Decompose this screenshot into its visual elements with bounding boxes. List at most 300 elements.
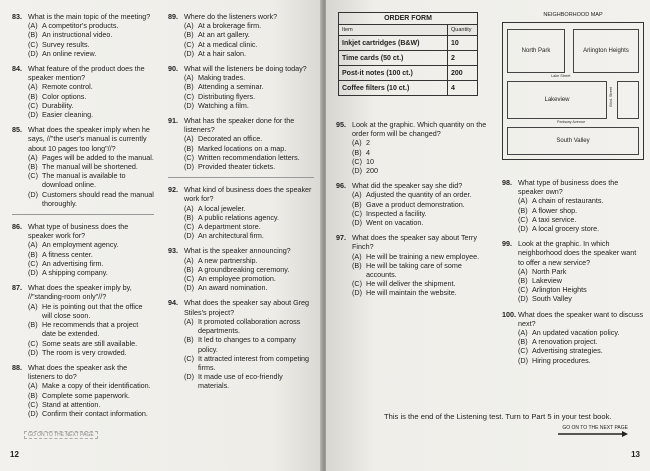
option-letter: (B) (518, 337, 528, 347)
option-letter: (A) (518, 196, 528, 206)
question-90 (168, 64, 314, 110)
option-letter: (B) (28, 320, 38, 330)
option-text: An employee promotion. (198, 274, 276, 284)
question-stem (502, 310, 644, 328)
question-text: What did the speaker say she did? (352, 181, 463, 191)
answer-option (12, 391, 154, 400)
answer-option (168, 231, 314, 240)
neighborhood-map (502, 22, 644, 160)
question-text: What kind of business does the speaker work for? (184, 185, 312, 204)
question-number: 91. (168, 116, 178, 126)
question-91 (168, 116, 314, 171)
option-text: Marked locations on a map. (198, 143, 287, 153)
question-number: 95. (336, 120, 346, 129)
question-89 (168, 12, 314, 58)
answer-option (12, 171, 154, 189)
option-text: Pages will be added to the manual. (42, 152, 154, 162)
option-text: Lakeview (532, 276, 562, 286)
question-number: 90. (168, 64, 178, 74)
option-text: Inspected a facility. (366, 208, 427, 218)
order-quantity: 2 (448, 51, 478, 66)
option-letter: (D) (184, 231, 194, 241)
map-parkway-avenue: Parkway Avenue (557, 120, 586, 124)
question-number: 97. (336, 233, 346, 243)
question-stem (168, 246, 314, 255)
question-text: Look at the graphic. Which quantity on the order form will be changed? (352, 120, 487, 139)
answer-option (168, 21, 314, 30)
option-letter: (C) (28, 258, 38, 268)
option-text: At a medical clinic. (198, 39, 258, 49)
map-north-park: North Park (507, 29, 565, 73)
option-letter: (B) (28, 91, 38, 101)
question-stem (168, 298, 314, 316)
option-letter: (A) (28, 152, 38, 162)
option-text: Complete some paperwork. (42, 390, 130, 400)
option-letter: (B) (184, 82, 194, 92)
answer-option (502, 276, 644, 285)
option-letter: (C) (184, 39, 194, 49)
right-column-2 (502, 178, 644, 371)
option-text: An online review. (42, 48, 97, 58)
option-text: An employment agency. (42, 240, 119, 250)
option-letter: (B) (28, 30, 38, 40)
question-number: 94. (168, 298, 178, 308)
option-letter: (D) (352, 166, 362, 176)
option-text: A fitness center. (42, 249, 93, 259)
answer-option (12, 101, 154, 110)
answer-option (168, 283, 314, 292)
order-quantity: 200 (448, 66, 478, 81)
answer-option (168, 256, 314, 265)
option-letter: (C) (518, 214, 528, 224)
option-text: Decorated an office. (198, 134, 263, 144)
question-stem (336, 233, 494, 251)
question-text: What does the speaker imply by, //"standing-room only"//? (28, 283, 132, 302)
question-95 (336, 120, 494, 175)
question-stem (168, 64, 314, 73)
go-on-note-right: GO ON TO THE NEXT PAGE (562, 425, 628, 431)
order-form-header-item: Item (339, 25, 448, 36)
option-letter: (C) (184, 152, 194, 162)
answer-option (12, 339, 154, 348)
order-form-row (339, 81, 478, 96)
question-99 (502, 239, 644, 303)
option-letter: (A) (28, 240, 38, 250)
option-letter: (D) (28, 268, 38, 278)
map-arlington-heights: Arlington Heights (573, 29, 639, 73)
option-text: Arlington Heights (532, 285, 587, 295)
option-text: He will deliver the shipment. (366, 279, 456, 289)
answer-option (502, 294, 644, 303)
option-letter: (D) (352, 218, 362, 228)
option-letter: (A) (352, 138, 362, 148)
option-letter: (B) (352, 199, 362, 209)
option-text: A chain of restaurants. (532, 196, 604, 206)
option-letter: (D) (184, 100, 194, 110)
map-blvd-street: Blvd. Street (609, 87, 613, 107)
answer-option (12, 82, 154, 91)
order-quantity: 10 (448, 36, 478, 51)
order-form-row (339, 51, 478, 66)
option-letter: (C) (184, 353, 194, 363)
option-text: At a hair salon. (198, 48, 246, 58)
order-item: Post-it notes (100 ct.) (339, 66, 448, 81)
option-letter: (A) (518, 328, 528, 338)
option-letter: (B) (184, 143, 194, 153)
option-letter: (C) (518, 285, 528, 295)
option-text: A groundbreaking ceremony. (198, 264, 290, 274)
question-text: What does the speaker want to discuss next? (518, 309, 644, 328)
option-letter: (A) (184, 316, 194, 326)
answer-option (168, 49, 314, 58)
question-text: What does the speaker ask the listeners to do? (28, 362, 128, 382)
map-small-block (617, 81, 639, 119)
option-text: Making trades. (198, 73, 246, 83)
option-text: 200 (366, 166, 378, 176)
option-text: He will be training a new employee. (366, 251, 480, 261)
question-text: Where do the listeners work? (184, 12, 278, 21)
question-stem (12, 363, 154, 381)
question-85 (12, 125, 154, 208)
option-text: Survey results. (42, 39, 90, 49)
question-97 (336, 233, 494, 297)
option-text: The manual will be shortened. (42, 162, 138, 172)
order-form-header-row (339, 25, 478, 36)
option-letter: (A) (352, 251, 362, 261)
answer-option (336, 166, 494, 175)
answer-option (502, 285, 644, 294)
answer-option (336, 190, 494, 199)
answer-option (336, 138, 494, 147)
question-stem (12, 283, 154, 301)
option-letter: (D) (28, 189, 38, 199)
answer-option (502, 215, 644, 224)
option-text: It promoted collaboration across departments. (198, 316, 301, 336)
question-100 (502, 310, 644, 365)
question-number: 100. (502, 309, 516, 319)
question-stem (502, 178, 644, 196)
option-letter: (A) (28, 21, 38, 31)
answer-option (502, 267, 644, 276)
option-letter: (C) (28, 39, 38, 49)
question-stem (12, 64, 154, 82)
option-letter: (C) (28, 399, 38, 409)
answer-option (336, 279, 494, 288)
option-letter: (B) (184, 30, 194, 40)
answer-option (336, 252, 494, 261)
question-stem (12, 125, 154, 153)
option-letter: (D) (184, 162, 194, 172)
map-south-valley: South Valley (507, 127, 639, 155)
option-letter: (D) (184, 48, 194, 58)
order-form-row (339, 36, 478, 51)
option-letter: (D) (184, 283, 194, 293)
question-number: 93. (168, 246, 178, 256)
question-text: What will the listeners be doing today? (184, 64, 307, 74)
right-arrow-icon (558, 431, 628, 437)
question-number: 98. (502, 178, 512, 187)
option-text: Went on vacation. (366, 218, 424, 228)
option-text: Adjusted the quantity of an order. (366, 190, 472, 200)
question-text: What type of business does the speaker work for? (28, 222, 129, 241)
question-88 (12, 363, 154, 418)
go-on-note-left: GO ON TO THE NEXT PAGE (24, 431, 98, 439)
question-number: 86. (12, 222, 22, 232)
answer-option (168, 162, 314, 171)
answer-option (168, 274, 314, 283)
answer-option (12, 268, 154, 277)
answer-option (502, 224, 644, 233)
order-form-title: ORDER FORM (338, 12, 478, 24)
order-item: Coffee filters (10 ct.) (339, 81, 448, 96)
answer-option (168, 92, 314, 101)
option-text: Advertising strategies. (532, 346, 603, 356)
option-letter: (B) (518, 205, 528, 215)
option-text: A local jeweler. (198, 203, 246, 213)
option-letter: (D) (28, 347, 38, 357)
question-stem (336, 120, 494, 138)
left-column-2 (168, 12, 314, 397)
answer-option (336, 200, 494, 209)
section-divider (168, 177, 314, 178)
option-text: A local grocery store. (532, 224, 600, 234)
option-letter: (C) (184, 274, 194, 284)
answer-option (336, 157, 494, 166)
option-text: An advertising firm. (42, 258, 104, 268)
question-stem (12, 222, 154, 240)
answer-option (12, 190, 154, 208)
option-text: The room is very crowded. (42, 347, 127, 357)
option-text: Watching a film. (198, 100, 249, 110)
answer-option (12, 259, 154, 268)
question-96 (336, 181, 494, 227)
option-letter: (D) (28, 48, 38, 58)
option-text: A renovation project. (532, 337, 598, 347)
question-number: 85. (12, 125, 22, 135)
question-stem (12, 12, 154, 21)
option-letter: (B) (28, 162, 38, 172)
option-letter: (A) (184, 255, 194, 265)
answer-option (12, 110, 154, 119)
answer-option (168, 317, 314, 335)
option-text: A taxi service. (532, 214, 577, 224)
option-letter: (A) (352, 190, 362, 200)
answer-option (336, 288, 494, 297)
option-letter: (A) (184, 21, 194, 31)
question-text: What does the speaker say about Terry Finch? (352, 233, 477, 252)
left-column-1 (12, 12, 154, 424)
section-divider (12, 214, 154, 215)
answer-option (336, 209, 494, 218)
answer-option (336, 218, 494, 227)
option-text: South Valley (532, 294, 572, 304)
option-letter: (B) (518, 276, 528, 286)
answer-option (502, 328, 644, 337)
question-92 (168, 185, 314, 240)
option-letter: (C) (28, 171, 38, 181)
order-quantity: 4 (448, 81, 478, 96)
option-text: It led to changes to a company policy. (198, 335, 296, 354)
question-stem (336, 181, 494, 190)
option-text: 4 (366, 147, 370, 157)
page-number-right: 13 (631, 450, 640, 459)
option-letter: (C) (518, 346, 528, 356)
answer-option (336, 261, 494, 279)
answer-option (12, 250, 154, 259)
answer-option (12, 409, 154, 418)
order-form-header-qty: Quantity (448, 25, 478, 36)
option-text: An updated vacation policy. (532, 328, 620, 338)
answer-option (12, 40, 154, 49)
answer-option (168, 204, 314, 213)
question-text: What feature of the product does the speaker mention? (28, 64, 145, 83)
answer-option (168, 222, 314, 231)
option-text: Distributing flyers. (198, 91, 256, 101)
option-letter: (C) (184, 222, 194, 232)
option-letter: (A) (28, 381, 38, 391)
option-letter: (C) (184, 91, 194, 101)
answer-option (168, 144, 314, 153)
question-number: 87. (12, 283, 22, 293)
question-text: What does the speaker say about Greg Stiles's project? (184, 298, 310, 317)
answer-option (168, 354, 314, 372)
question-stem (168, 12, 314, 21)
option-text: An instructional video. (42, 30, 113, 40)
option-letter: (C) (352, 208, 362, 218)
question-number: 88. (12, 362, 22, 372)
option-text: An award nomination. (198, 283, 268, 293)
option-text: He is pointing out that the office will close soon. (42, 301, 143, 320)
option-text: He will be taking care of some accounts. (366, 260, 462, 280)
question-87 (12, 283, 154, 357)
answer-option (168, 335, 314, 353)
option-text: Attending a seminar. (198, 82, 264, 92)
option-letter: (A) (184, 73, 194, 83)
question-stem (168, 185, 314, 203)
option-letter: (D) (518, 224, 528, 234)
question-number: 92. (168, 185, 178, 195)
question-83 (12, 12, 154, 58)
option-text: He will maintain the website. (366, 288, 457, 298)
order-form-rows (339, 36, 478, 96)
left-page (0, 0, 322, 471)
answer-option (12, 400, 154, 409)
answer-option (12, 92, 154, 101)
option-letter: (B) (184, 212, 194, 222)
order-item: Time cards (50 ct.) (339, 51, 448, 66)
map-title: NEIGHBORHOOD MAP (543, 12, 603, 18)
option-letter: (B) (28, 390, 38, 400)
option-letter: (A) (184, 134, 194, 144)
option-text: A new partnership. (198, 255, 258, 265)
order-form-row (339, 66, 478, 81)
option-letter: (A) (184, 203, 194, 213)
option-text: A shipping company. (42, 268, 108, 278)
option-text: A department store. (198, 222, 261, 232)
option-letter: (D) (352, 288, 362, 298)
option-letter: (B) (352, 260, 362, 270)
answer-option (12, 302, 154, 320)
question-94 (168, 298, 314, 390)
option-text: Make a copy of their identification. (42, 381, 151, 391)
answer-option (12, 30, 154, 39)
option-text: Written recommendation letters. (198, 152, 300, 162)
right-page (326, 0, 650, 471)
answer-option (12, 348, 154, 357)
option-text: Easier cleaning. (42, 110, 94, 120)
option-letter: (C) (352, 279, 362, 289)
option-text: Provided theater tickets. (198, 162, 276, 172)
question-text: What is the main topic of the meeting? (28, 12, 151, 21)
option-text: A competitor's products. (42, 21, 119, 31)
option-text: It made use of eco-friendly materials. (198, 372, 283, 391)
question-86 (12, 222, 154, 277)
page-number-left: 12 (10, 450, 19, 459)
option-letter: (D) (518, 294, 528, 304)
option-text: A flower shop. (532, 205, 578, 215)
answer-option (168, 372, 314, 390)
answer-option (12, 153, 154, 162)
map-lake-street: Lake Street (551, 74, 571, 78)
option-letter: (B) (184, 335, 194, 345)
option-text: He recommends that a project date be extended. (42, 320, 139, 339)
option-letter: (A) (28, 82, 38, 92)
answer-option (502, 356, 644, 365)
option-text: Stand at attention. (42, 399, 101, 409)
answer-option (168, 82, 314, 91)
option-text: Gave a product demonstration. (366, 199, 465, 209)
question-text: What does the speaker imply when he says, //"the user's manual is currently about 10 pages too long"//? (28, 125, 150, 153)
question-93 (168, 246, 314, 292)
answer-option (168, 101, 314, 110)
option-letter: (C) (28, 338, 38, 348)
question-text: What is the speaker announcing? (184, 246, 291, 256)
question-98 (502, 178, 644, 233)
question-stem (168, 116, 314, 134)
answer-option (12, 381, 154, 390)
question-text: What has the speaker done for the listeners? (184, 116, 295, 135)
question-84 (12, 64, 154, 119)
answer-option (502, 206, 644, 215)
option-text: An architectural firm. (198, 231, 264, 241)
answer-option (168, 153, 314, 162)
map-lakeview: Lakeview (507, 81, 607, 119)
option-text: At an art gallery. (198, 30, 250, 40)
answer-option (168, 40, 314, 49)
option-letter: (B) (28, 249, 38, 259)
option-text: A public relations agency. (198, 212, 279, 222)
order-item: Inkjet cartridges (B&W) (339, 36, 448, 51)
option-letter: (D) (28, 408, 38, 418)
answer-option (168, 265, 314, 274)
option-text: It attracted interest from competing firms. (198, 353, 310, 372)
option-text: 2 (366, 138, 370, 148)
question-text: Look at the graphic. In which neighborhood does the speaker want to offer a new service? (518, 239, 637, 267)
question-number: 83. (12, 12, 22, 21)
answer-option (168, 134, 314, 143)
option-letter: (D) (184, 372, 194, 382)
answer-option (502, 196, 644, 205)
answer-option (12, 49, 154, 58)
option-letter: (A) (28, 301, 38, 311)
answer-option (12, 320, 154, 338)
option-text: Durability. (42, 100, 74, 110)
question-number: 84. (12, 64, 22, 74)
question-number: 89. (168, 12, 178, 21)
option-letter: (D) (518, 355, 528, 365)
option-text: The manual is available to download online. (42, 171, 126, 190)
option-text: At a brokerage firm. (198, 21, 262, 31)
